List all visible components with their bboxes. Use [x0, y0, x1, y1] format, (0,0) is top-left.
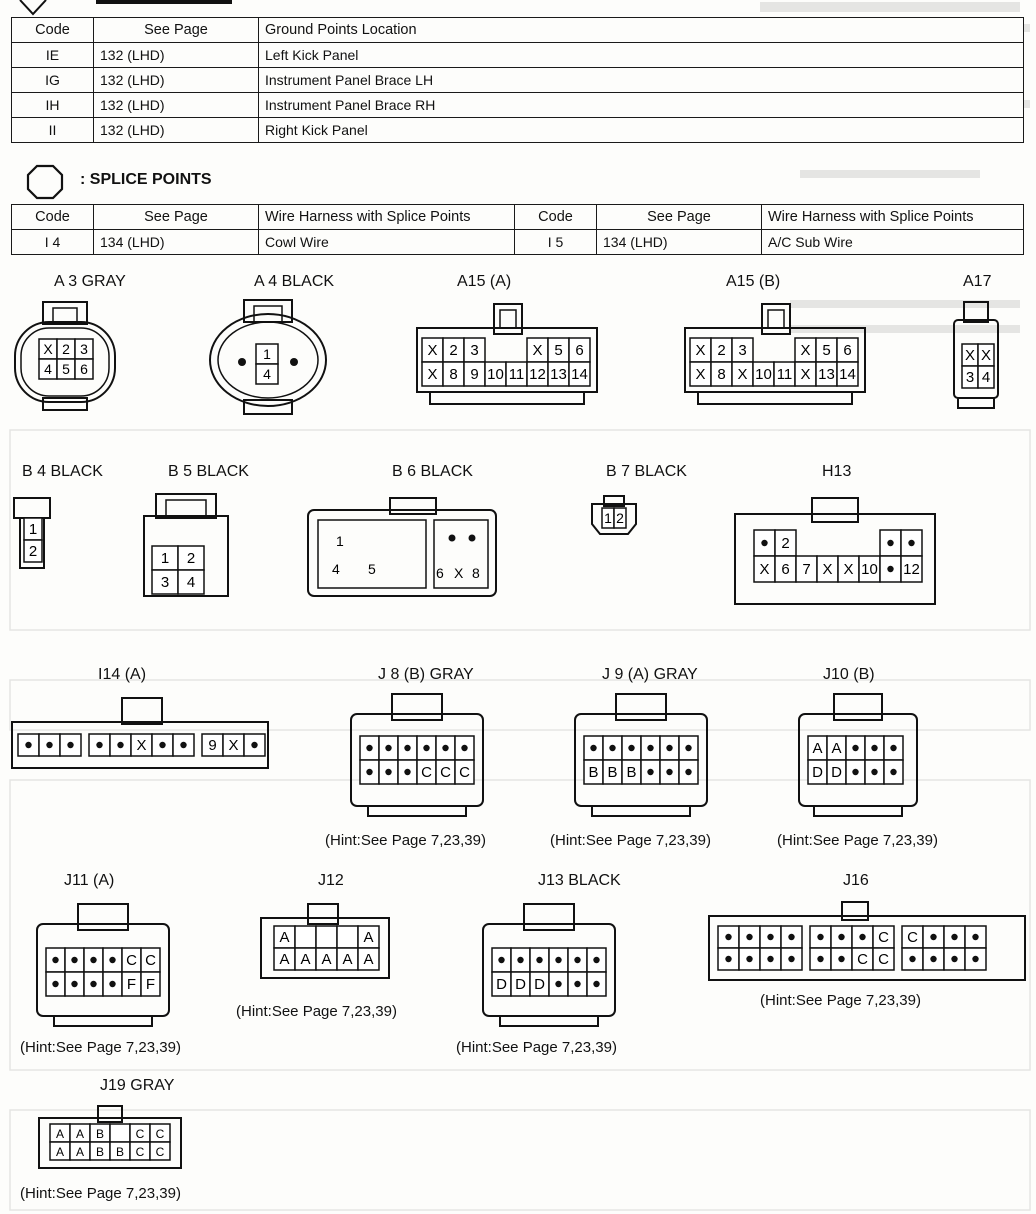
empty-pin-dot: [972, 956, 978, 962]
empty-pin-dot: [442, 745, 448, 751]
pin-label: 3: [965, 369, 975, 386]
pin-label: A: [342, 951, 353, 968]
table-header-row: [12, 205, 1024, 230]
pin-label: C: [126, 952, 137, 969]
pin-label: B: [626, 764, 637, 781]
empty-pin-dot: [628, 745, 634, 751]
connector-i14: [10, 692, 270, 776]
connector-label-b5: B 5 BLACK: [168, 463, 249, 480]
empty-pin-dot: [746, 956, 752, 962]
cell-page: 134 (LHD): [597, 230, 762, 255]
pin-label: F: [126, 976, 137, 993]
empty-pin-dot: [767, 934, 773, 940]
hint-j10: (Hint:See Page 7,23,39): [777, 832, 938, 849]
pin-label: 4: [44, 361, 52, 377]
pin-label: X: [43, 341, 53, 357]
pin-label: 2: [781, 535, 790, 552]
pin-label: X: [964, 347, 976, 364]
empty-pin-dot: [930, 934, 936, 940]
pin-label: 5: [822, 342, 831, 359]
connector-label-b7: B 7 BLACK: [606, 463, 687, 480]
empty-pin-dot: [385, 769, 391, 775]
cell-location: Right Kick Panel: [259, 118, 1024, 143]
empty-pin-dot: [180, 742, 186, 748]
connector-j16: [706, 898, 1028, 988]
empty-pin-dot: [52, 981, 58, 987]
cell-code: IH: [12, 93, 94, 118]
splice-points-table: [11, 204, 1024, 255]
pin-label: D: [812, 764, 823, 781]
connector-j11: [34, 898, 172, 1028]
pin-label: 8: [449, 366, 458, 383]
ground-points-table: [11, 17, 1024, 143]
connector-label-j16: J16: [843, 872, 869, 889]
pin-label: A: [321, 951, 332, 968]
pin-label: 13: [550, 366, 567, 383]
pin-label: 9: [208, 737, 217, 754]
connector-label-h13: H13: [822, 463, 852, 480]
connector-h13: [732, 492, 938, 612]
pin-label: 3: [738, 342, 747, 359]
connector-j13: [480, 898, 618, 1028]
pin-label: X: [136, 737, 147, 754]
pin-label: X: [695, 366, 706, 383]
connector-label-j13: J13 BLACK: [538, 872, 621, 889]
table-row: [12, 118, 1024, 143]
connector-j10: [796, 690, 920, 820]
cell-code: II: [12, 118, 94, 143]
empty-pin-dot: [593, 957, 599, 963]
empty-pin-dot: [574, 981, 580, 987]
empty-pin-dot: [951, 956, 957, 962]
pin-label: A: [363, 951, 374, 968]
pin-label: 6: [80, 361, 88, 377]
empty-pin-dot: [761, 540, 767, 546]
connector-label-b6: B 6 BLACK: [392, 463, 473, 480]
pin-label: X: [822, 561, 833, 578]
header-code: Code: [515, 205, 597, 230]
hint-j19: (Hint:See Page 7,23,39): [20, 1185, 181, 1202]
pin-label: 8: [717, 366, 726, 383]
header-wire-harness: Wire Harness with Splice Points: [762, 205, 1024, 230]
empty-pin-dot: [930, 956, 936, 962]
empty-pin-dot: [852, 769, 858, 775]
cell-code: I 4: [12, 230, 94, 255]
pin-label: 5: [62, 361, 70, 377]
empty-pin-dot: [890, 745, 896, 751]
pin-label: X: [980, 347, 992, 364]
cell-location: Instrument Panel Brace LH: [259, 68, 1024, 93]
pin-label: 12: [529, 366, 546, 383]
pin-label: 2: [62, 341, 70, 357]
connector-j9: [572, 690, 710, 820]
empty-pin-dot: [746, 934, 752, 940]
cell-location: Left Kick Panel: [259, 43, 1024, 68]
pin-label: X: [800, 366, 811, 383]
empty-pin-dot: [817, 934, 823, 940]
empty-pin-dot: [788, 934, 794, 940]
empty-pin-dot: [67, 742, 73, 748]
pin-label: 4: [332, 561, 340, 577]
pin-label: 3: [80, 341, 88, 357]
pin-label: 5: [368, 561, 376, 577]
pin-label: 6: [575, 342, 584, 359]
pin-label: X: [454, 565, 464, 581]
connector-j8: [348, 690, 486, 820]
pin-label: X: [759, 561, 770, 578]
connector-label-a17: A17: [963, 273, 992, 290]
pin-label: B: [588, 764, 599, 781]
pin-label: 6: [436, 565, 444, 581]
connector-a15b: [682, 300, 868, 410]
pin-label: C: [907, 929, 918, 946]
empty-pin-dot: [404, 745, 410, 751]
connector-a4: [206, 296, 330, 416]
pin-label: D: [534, 976, 545, 993]
empty-pin-dot: [725, 934, 731, 940]
empty-pin-dot: [109, 957, 115, 963]
pin-label: 3: [470, 342, 479, 359]
empty-pin-dot: [909, 956, 915, 962]
empty-pin-dot: [366, 745, 372, 751]
empty-pin-dot: [46, 742, 52, 748]
pin-label: 6: [843, 342, 852, 359]
pin-label: 2: [616, 510, 624, 526]
header-see-page: See Page: [597, 205, 762, 230]
header-location: Ground Points Location: [259, 18, 1024, 43]
empty-pin-dot: [366, 769, 372, 775]
empty-pin-dot: [859, 934, 865, 940]
empty-pin-dot: [951, 934, 957, 940]
hint-j11: (Hint:See Page 7,23,39): [20, 1039, 181, 1056]
pin-label: 11: [508, 366, 525, 383]
pin-label: F: [145, 976, 156, 993]
connector-label-b4: B 4 BLACK: [22, 463, 103, 480]
pin-label: X: [843, 561, 854, 578]
empty-pin-dot: [887, 566, 893, 572]
empty-pin-dot: [423, 745, 429, 751]
empty-pin-dot: [25, 742, 31, 748]
pin-label: A: [75, 1145, 85, 1159]
pin-label: 10: [487, 366, 504, 383]
empty-pin-dot: [871, 769, 877, 775]
empty-pin-dot: [574, 957, 580, 963]
pin-label: 4: [186, 574, 196, 591]
connector-b6: [306, 496, 498, 602]
empty-pin-dot: [90, 957, 96, 963]
pin-label: C: [421, 764, 432, 781]
empty-pin-dot: [71, 981, 77, 987]
empty-pin-dot: [498, 957, 504, 963]
connector-a17: [948, 298, 1004, 410]
empty-pin-dot: [852, 745, 858, 751]
header-code: Code: [12, 205, 94, 230]
header-code: Code: [12, 18, 94, 43]
connector-a15a: [414, 300, 600, 410]
pin-label: 10: [755, 366, 772, 383]
pin-label: 8: [472, 565, 480, 581]
empty-pin-dot: [590, 745, 596, 751]
pin-label: A: [55, 1145, 65, 1159]
pin-label: 1: [336, 533, 344, 549]
table-header-row: [12, 18, 1024, 43]
pin-label: X: [228, 737, 239, 754]
cell-location: Instrument Panel Brace RH: [259, 93, 1024, 118]
pin-label: C: [440, 764, 451, 781]
empty-pin-dot: [555, 957, 561, 963]
connector-j19: [36, 1104, 184, 1174]
cell-code: IG: [12, 68, 94, 93]
pin-cell: [316, 926, 337, 948]
header-see-page: See Page: [94, 18, 259, 43]
cell-page: 132 (LHD): [94, 118, 259, 143]
empty-pin-dot: [647, 745, 653, 751]
pin-label: C: [155, 1145, 165, 1159]
empty-pin-dot: [159, 742, 165, 748]
empty-pin-dot: [887, 540, 893, 546]
pin-label: C: [878, 951, 889, 968]
pin-label: 12: [903, 561, 920, 578]
connector-a3: [12, 296, 118, 412]
cell-code: IE: [12, 43, 94, 68]
hint-j13: (Hint:See Page 7,23,39): [456, 1039, 617, 1056]
pin-label: D: [515, 976, 526, 993]
pin-label: 1: [28, 521, 38, 538]
empty-pin-dot: [404, 769, 410, 775]
connector-b5: [136, 488, 236, 604]
pin-label: X: [427, 342, 438, 359]
pin-label: 14: [571, 366, 588, 383]
empty-pin-dot: [109, 981, 115, 987]
empty-pin-dot: [647, 769, 653, 775]
pin-label: C: [857, 951, 868, 968]
pin-label: C: [135, 1127, 145, 1141]
pin-label: 5: [554, 342, 563, 359]
pin-label: D: [831, 764, 842, 781]
empty-pin-dot: [555, 981, 561, 987]
pin-label: X: [427, 366, 438, 383]
cell-code: I 5: [515, 230, 597, 255]
empty-pin-dot: [871, 745, 877, 751]
cell-harness: Cowl Wire: [259, 230, 515, 255]
pin-label: C: [459, 764, 470, 781]
connector-label-a15a: A15 (A): [457, 273, 512, 290]
hint-j16: (Hint:See Page 7,23,39): [760, 992, 921, 1009]
pin-cell: [295, 926, 316, 948]
empty-pin-dot: [593, 981, 599, 987]
hint-j8: (Hint:See Page 7,23,39): [325, 832, 486, 849]
ground-triangle-icon: [18, 0, 48, 16]
pin-label: X: [532, 342, 543, 359]
cell-page: 132 (LHD): [94, 43, 259, 68]
section-title-bar: [96, 0, 232, 4]
hint-j9: (Hint:See Page 7,23,39): [550, 832, 711, 849]
cell-page: 132 (LHD): [94, 68, 259, 93]
cell-harness: A/C Sub Wire: [762, 230, 1024, 255]
connector-b4: [12, 492, 52, 576]
connector-label-j8: J 8 (B) GRAY: [378, 666, 474, 683]
empty-pin-dot: [725, 956, 731, 962]
empty-pin-dot: [609, 745, 615, 751]
pin-label: 10: [861, 561, 878, 578]
pin-label: C: [155, 1127, 165, 1141]
pin-cell: [110, 1124, 130, 1142]
pin-label: 3: [160, 574, 170, 591]
connector-j12: [258, 902, 392, 984]
cell-page: 134 (LHD): [94, 230, 259, 255]
empty-pin-dot: [908, 540, 914, 546]
connector-label-a3: A 3 GRAY: [54, 273, 126, 290]
header-wire-harness: Wire Harness with Splice Points: [259, 205, 515, 230]
pin-label: X: [800, 342, 811, 359]
table-row: [12, 68, 1024, 93]
pin-label: 2: [28, 543, 38, 560]
pin-label: 4: [981, 369, 991, 386]
empty-pin-dot: [461, 745, 467, 751]
connector-label-j19: J19 GRAY: [100, 1077, 175, 1094]
pin-label: 9: [470, 366, 479, 383]
empty-pin-dot: [817, 956, 823, 962]
empty-pin-dot: [685, 769, 691, 775]
empty-pin-dot: [52, 957, 58, 963]
pin-label: C: [878, 929, 889, 946]
pin-label: A: [812, 740, 823, 757]
pin-label: X: [695, 342, 706, 359]
empty-pin-dot: [788, 956, 794, 962]
connector-label-a4: A 4 BLACK: [254, 273, 335, 290]
empty-pin-dot: [972, 934, 978, 940]
pin-label: A: [363, 929, 374, 946]
pin-label: 1: [160, 550, 170, 567]
pin-label: 2: [186, 550, 196, 567]
pin-label: A: [279, 929, 290, 946]
connector-b7: [588, 494, 640, 540]
pin-label: B: [95, 1127, 105, 1141]
connector-label-i14: I14 (A): [98, 666, 147, 683]
hint-j12: (Hint:See Page 7,23,39): [236, 1003, 397, 1020]
pin-label: B: [607, 764, 618, 781]
connector-label-a15b: A15 (B): [726, 273, 781, 290]
empty-pin-dot: [685, 745, 691, 751]
pin-label: 13: [818, 366, 835, 383]
connector-label-j9: J 9 (A) GRAY: [602, 666, 698, 683]
pin-label: 6: [781, 561, 790, 578]
pin-label: B: [115, 1145, 125, 1159]
header-see-page: See Page: [94, 205, 259, 230]
empty-pin-dot: [838, 934, 844, 940]
pin-label: A: [300, 951, 311, 968]
empty-pin-dot: [767, 956, 773, 962]
pin-label: 4: [263, 366, 271, 382]
pin-label: 1: [604, 510, 612, 526]
cell-page: 132 (LHD): [94, 93, 259, 118]
empty-pin-dot: [385, 745, 391, 751]
pin-label: 14: [839, 366, 856, 383]
pin-label: 1: [263, 346, 271, 362]
pin-label: 2: [449, 342, 458, 359]
empty-pin-dot: [666, 745, 672, 751]
pin-label: 11: [776, 366, 793, 383]
empty-pin-dot: [517, 957, 523, 963]
pin-label: A: [279, 951, 290, 968]
octagon-icon: [26, 164, 64, 200]
empty-pin-dot: [536, 957, 542, 963]
pin-label: 2: [717, 342, 726, 359]
pin-label: B: [95, 1145, 105, 1159]
pin-label: C: [135, 1145, 145, 1159]
empty-pin-dot: [890, 769, 896, 775]
empty-pin-dot: [90, 981, 96, 987]
empty-pin-dot: [666, 769, 672, 775]
pin-label: A: [75, 1127, 85, 1141]
table-row: [12, 230, 1024, 255]
empty-pin-dot: [96, 742, 102, 748]
connector-label-j12: J12: [318, 872, 344, 889]
pin-label: A: [55, 1127, 65, 1141]
pin-label: X: [737, 366, 748, 383]
table-row: [12, 93, 1024, 118]
pin-label: C: [145, 952, 156, 969]
connector-label-j10: J10 (B): [823, 666, 875, 683]
pin-label: A: [831, 740, 842, 757]
pin-label: D: [496, 976, 507, 993]
splice-points-title: : SPLICE POINTS: [80, 171, 212, 188]
pin-label: 7: [802, 561, 811, 578]
connector-label-j11: J11 (A): [64, 872, 115, 889]
empty-pin-dot: [117, 742, 123, 748]
empty-pin-dot: [838, 956, 844, 962]
empty-pin-dot: [71, 957, 77, 963]
empty-pin-dot: [251, 742, 257, 748]
table-row: [12, 43, 1024, 68]
pin-cell: [337, 926, 358, 948]
